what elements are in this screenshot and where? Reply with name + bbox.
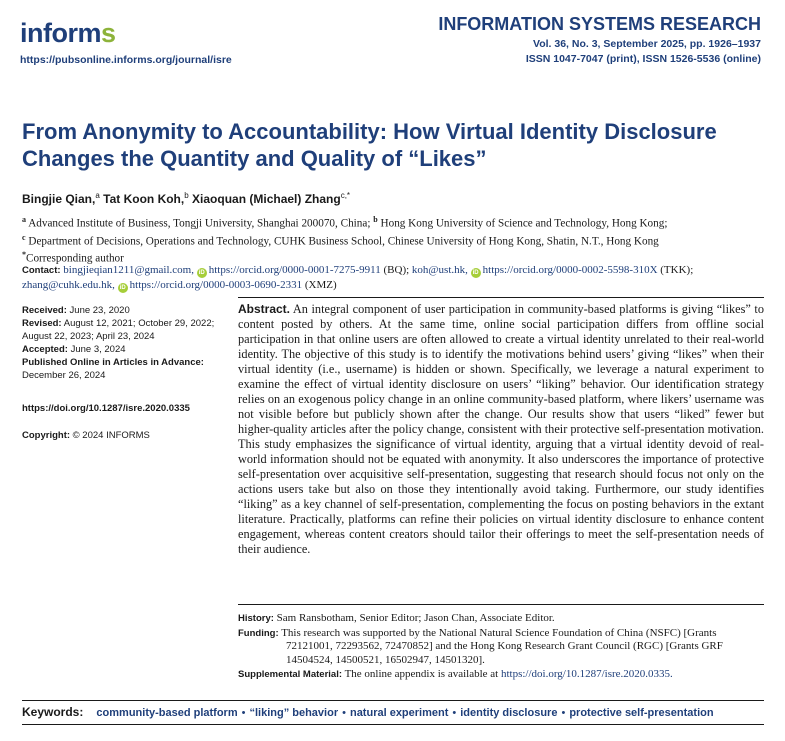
corresponding-author-note: Corresponding author [26,253,124,266]
author-affil-mark: c,* [340,191,351,200]
doi-link[interactable]: https://doi.org/10.1287/isre.2020.0335 [22,403,190,414]
keywords-label: Keywords: [22,705,84,719]
author-affil-mark: b [184,191,189,200]
keyword-item[interactable]: natural experiment [349,707,449,719]
keyword-item[interactable]: identity disclosure [460,707,558,719]
published-date: December 26, 2024 [22,370,106,381]
supplemental-text: The online appendix is available at [344,668,499,680]
keyword-separator: • [561,707,566,719]
copyright-text: © 2024 INFORMS [72,430,150,441]
abstract-label: Abstract. [238,302,291,316]
keyword-separator: • [241,707,246,719]
revised-label: Revised: [22,318,62,329]
orcid-tag: (XMZ) [304,279,337,291]
copyright-label: Copyright: [22,430,71,441]
author-list [22,191,350,206]
affiliation-b: Hong Kong University of Science and Technology, Hong Kong; [380,217,668,230]
keywords-bar [22,700,764,725]
logo-main-text: inform [20,18,101,48]
journal-name: INFORMATION SYSTEMS RESEARCH [438,14,761,34]
journal-url-link[interactable]: https://pubsonline.informs.org/journal/isre [20,54,232,66]
orcid-icon: iD [119,285,126,291]
contact-block [22,263,767,293]
orcid-icon: iD [472,270,479,276]
supplemental-label: Supplemental Material: [238,669,342,680]
orcid-tag: (BQ); [383,264,410,276]
history-text: Sam Ransbotham, Senior Editor; Jason Chan, Associate Editor. [276,612,555,624]
author-affil-mark: a [95,191,100,200]
revised-dates: August 12, 2021; October 29, 2022; August 22, 2023; April 23, 2024 [22,318,215,342]
history-label: History: [238,613,274,624]
accepted-date: June 3, 2024 [70,344,126,355]
orcid-link-qian[interactable]: https://orcid.org/0000-0001-7275-9911 [208,264,381,276]
orcid-link-koh[interactable]: https://orcid.org/0000-0002-5598-310X [482,264,658,276]
affiliations: $^a$ Advanced Institute of Business, Tongji University, Shanghai 200070, China; $^b$ Hong Kong University of Science and Technology, Hong Kong; $^c$ Department of Decisions, Operations and Technology, CUHK Business School, Chinese University of Hong Kong, Shatin, N.T., Hong Kong *Corresponding author [22,215,668,266]
email-link-qian[interactable]: bingjieqian1211@gmail.com, [63,264,194,276]
issn-line: ISSN 1047-7047 (print), ISSN 1526-5536 (online) [525,53,761,65]
orcid-link-zhang[interactable]: https://orcid.org/0000-0003-0690-2331 [129,279,303,291]
orcid-icon: iD [198,270,205,276]
author-name: Xiaoquan (Michael) Zhang [188,192,341,206]
keyword-item[interactable]: community-based platform [96,707,238,719]
keyword-item[interactable]: “liking” behavior [249,707,339,719]
journal-meta [526,37,761,67]
author-name: Bingjie Qian, [22,192,96,206]
email-link-zhang[interactable]: zhang@cuhk.edu.hk, [22,279,115,291]
orcid-tag: (TKK); [660,264,694,276]
accepted-label: Accepted: [22,344,68,355]
affiliation-a: Advanced Institute of Business, Tongji University, Shanghai 200070, China; [28,217,371,230]
article-title: From Anonymity to Accountability: How Virtual Identity Disclosure Changes the Quantity and Quality of “Likes” [22,119,717,171]
logo-accent-text: s [101,18,116,48]
volume-line: Vol. 36, No. 3, September 2025, pp. 1926–1937 [532,38,761,50]
contact-label: Contact: [22,265,61,276]
article-dates-sidebar [22,304,227,442]
supplemental-link[interactable]: https://doi.org/10.1287/isre.2020.0335. [500,668,673,680]
keyword-separator: • [452,707,457,719]
published-label: Published Online in Articles in Advance: [22,357,204,368]
affiliation-c: Department of Decisions, Operations and Technology, CUHK Business School, Chinese University of Hong Kong, Shatin, N.T., Hong Kong [28,235,659,248]
received-label: Received: [22,305,67,316]
abstract-box [238,297,764,605]
keyword-item[interactable]: protective self-presentation [569,707,714,719]
keyword-separator: • [342,707,346,719]
received-date: June 23, 2020 [69,305,130,316]
corresponding-mark: * [22,250,26,260]
abstract-text: An integral component of user participation in community-based platforms is giving “likes” to content posted by others. At the same time, online social participation differs from offline social participation in that online users are often allowed to create a virtual identity unrelated to their real-world identity. The objective of this study is to identify the motivations behind users’ giving “likes” when their virtual identity (i.e., username) is hidden or shown. Specifically, we leverage a natural experiment to examine the effect of virtual identity disclosure on users’ “liking” behavior. Our identification strategy relies on an exogenous policy change in an online community-based platform, where likers’ username was not visible before but publicly shown after the change. Our results show that users “liked” fewer but higher-quality articles after the policy change, consistent with their protective self-presentation motivation. This study emphasizes the significance of virtual identity, arguing that a virtual identity devoid of real-world information should not be equated with anonymity. It also underscores the importance of protective self-presentation over acquisitive self-presentation, suggesting that research should focus not only on the actions users take but also on those they intentionally avoid taking. Furthermore, our study identifies “liking” as a key channel of self-presentation, complementing the focus on posting behaviors in the extant literature. Practically, platforms can refine their policies on virtual identity disclosure to enhance content engagement, whereas content creators should tailor their offerings to meet the self-presentation needs of their audience. [238,302,764,556]
informs-logo [20,18,116,49]
article-notes [238,612,764,683]
author-name: Tat Koon Koh, [99,192,185,206]
funding-text: This research was supported by the National Natural Science Foundation of China (NSFC) [Grants 72121001, 72293562, 72470852] and the Hong Kong Research Grant Council (RGC) [Grants GRF 14504524, 14500521, 16502947, 14501320]. [281,626,723,666]
email-link-koh[interactable]: koh@ust.hk, [411,264,468,276]
funding-label: Funding: [238,627,279,639]
